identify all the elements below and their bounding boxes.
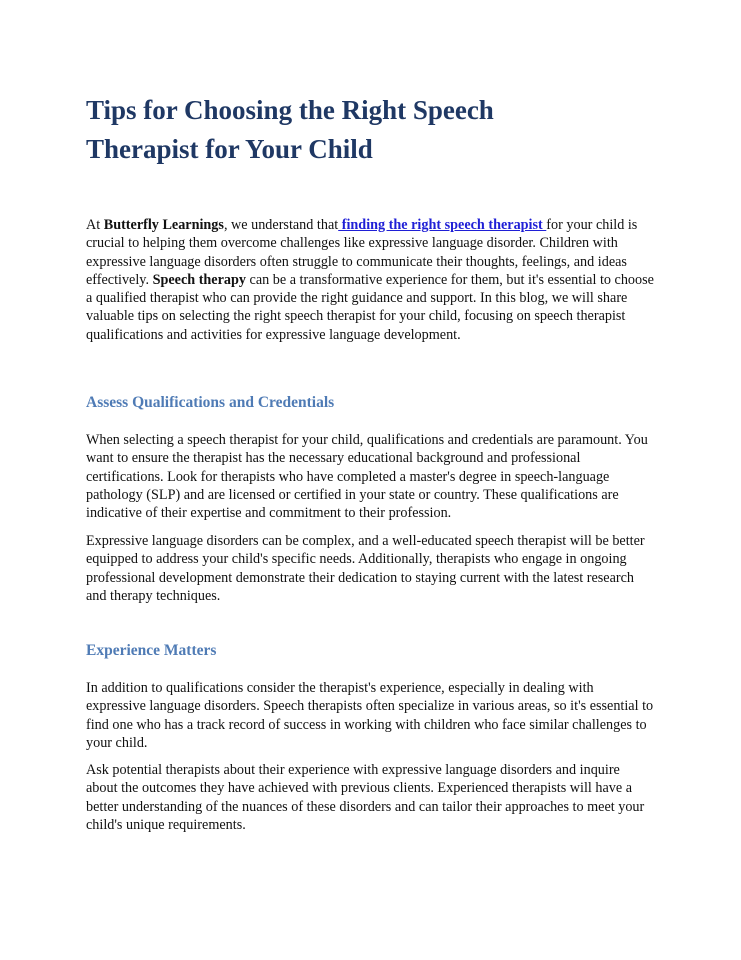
intro-text-1: At — [86, 217, 104, 233]
experience-paragraph-2: Ask potential therapists about their experience with expressive language disorders and inquire about the outcomes they have achieved with previous clients. Experienced therapists will have a better understanding of the nuances of these disorders and can tailor their approaches to meet your child's unique requirements. — [86, 762, 645, 833]
section-heading-qualifications: Assess Qualifications and Credentials — [86, 394, 335, 411]
page-title: Tips for Choosing the Right Speech Therapist for Your Child — [86, 95, 494, 164]
intro-text-4: can be a transformative experience for them, but it's essential to choose a qualified therapist who can provide the right guidance and support. In this blog, we will share valuable tips on selecting the right speech therapist for your child, focusing on speech therapist qualifications and activities for expressive language development. — [86, 271, 654, 343]
intro-paragraph — [86, 216, 654, 344]
brand-name: Butterfly Learnings — [103, 217, 224, 233]
qualifications-paragraph-1: When selecting a speech therapist for your child, qualifications and credentials are paramount. You want to ensure the therapist has the necessary educational background and professional certifications. Look for therapists who have completed a master's degree in speech-language pathology (SLP) and are licensed or certified in your state or country. These qualifications are indicative of their expertise and commitment to their profession. — [86, 432, 648, 522]
speech-therapist-link[interactable]: finding the right speech therapist — [338, 217, 547, 233]
experience-paragraph-1: In addition to qualifications consider the therapist's experience, especially in dealing with expressive language disorders. Speech therapists often specialize in various areas, so it's essential to find one who has a track record of success in working with children who face similar challenges to your child. — [86, 680, 654, 751]
speech-therapy-bold: Speech therapy — [152, 271, 246, 288]
intro-text-3: for your child is crucial to helping them overcome challenges like expressive language disorder. Children with expressive language disorders often struggle to communicate their thoughts, feelings, and ideas effectively. — [86, 217, 638, 288]
intro-text-2: , we understand that — [223, 217, 339, 233]
qualifications-paragraph-2: Expressive language disorders can be complex, and a well-educated speech therapist will be better equipped to address your child's specific needs. Additionally, therapists who engage in ongoing professional development demonstrate their dedication to staying current with the latest research and therapy techniques. — [86, 533, 645, 604]
section-heading-experience: Experience Matters — [86, 642, 217, 659]
